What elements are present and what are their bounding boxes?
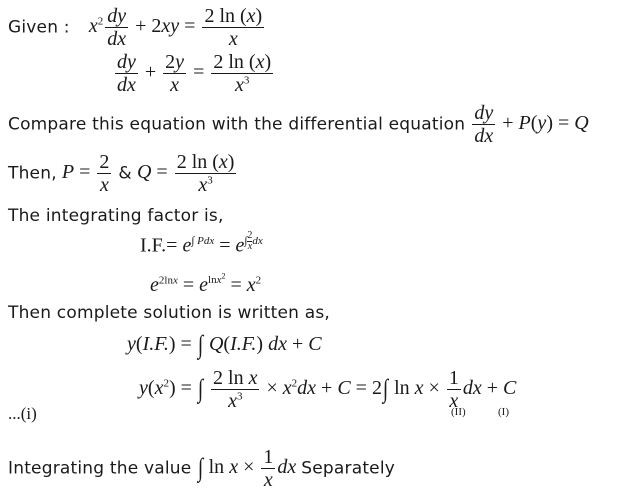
compare-line (8, 103, 589, 146)
equation-reference: ...(i) (8, 404, 37, 423)
given-label: Given : (8, 17, 70, 38)
solution-formula: y(I.F.) = ∫ Q(I.F.) dx + C (127, 330, 322, 359)
if-equation: $I.F.= e^{\int Pdx} = e^{\int \frac{2}{x} dx}$ (140, 230, 263, 257)
integrating-text: Integrating the value (8, 458, 192, 479)
separately-text: Separately (301, 458, 396, 479)
if-text: The integrating factor is, (8, 206, 224, 226)
then-text: Then, (8, 163, 57, 184)
solution-substituted: $y(x^2)$ = ∫ $\frac{\text{2 ln x}}{x^3}$ × $x^2dx + C = 2\int$ ln x × $\frac{1}{x}$ dx + C (139, 367, 517, 412)
complete-text: Then complete solution is written as, (8, 303, 330, 323)
if-simplified: $e^{2lnx} = e^{lnx^2} = x^2$ (150, 271, 262, 296)
given-line (8, 6, 266, 49)
if-label: I.F.= (140, 234, 178, 257)
label-two: (II) (451, 406, 466, 418)
q-definition: Q = $\frac{2 \ln (x)}{x^3}$ (136, 151, 235, 196)
p-definition: P = $\frac{2}{x}$ (61, 151, 110, 196)
integrating-line (8, 447, 395, 490)
compare-text: Compare this equation with the differential equation (8, 114, 466, 135)
given-equation: $x^2$ $\frac{dy}{dx}$ + 2xy = $\frac{2 \ln (x)}{x}$ (88, 5, 263, 50)
p-q-line (8, 152, 238, 195)
and-text: & (118, 163, 132, 184)
integrand-expression: ∫ ln x × $\frac{1}{x}$ dx (197, 446, 297, 491)
general-linear-equation: $\frac{dy}{dx}$ + P(y) = Q (474, 102, 589, 147)
label-one: (I) (498, 406, 509, 418)
standard-form-equation: $\frac{dy}{dx}$ + $\frac{2y}{x}$ = $\frac{2 \ln (x)}{x^3}$ (117, 51, 272, 96)
